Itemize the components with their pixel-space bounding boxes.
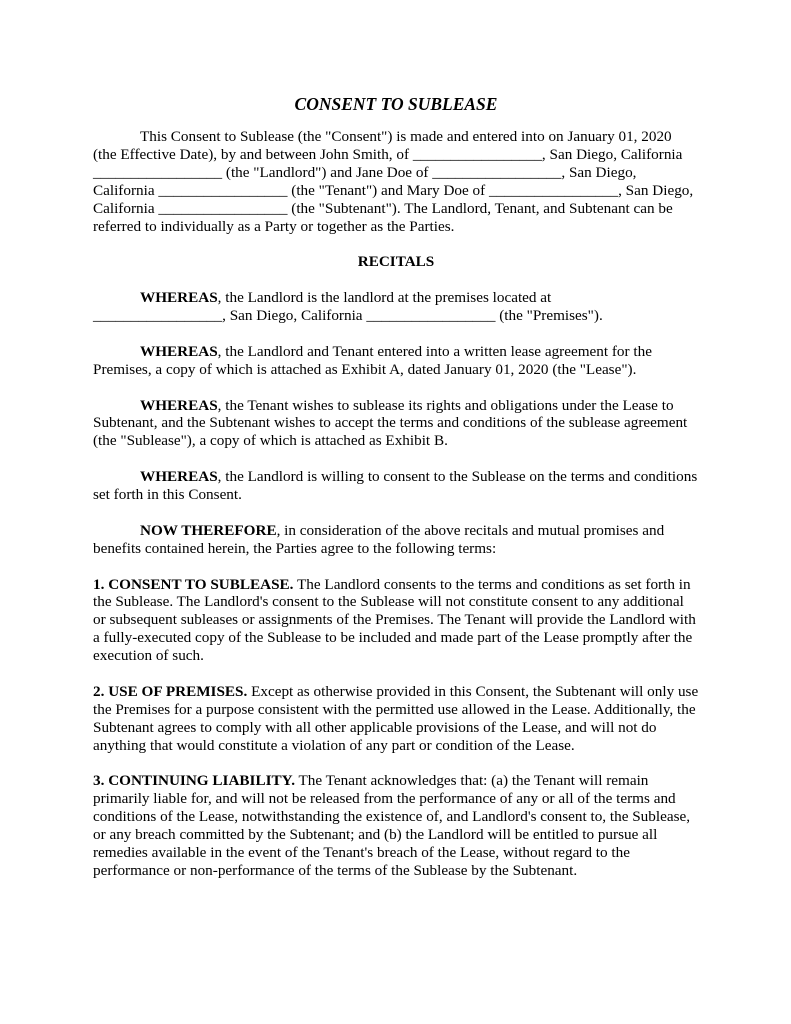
recital-4-text: , the Landlord is willing to consent to the Sublease on the terms and conditions set forth in this Consent. [93,468,698,504]
now-therefore-paragraph [93,522,699,558]
section-text: The Landlord consents to the terms and conditions as set forth in the Sublease. The Landlord's consent to the Sublease will not constitute consent to any additional or subsequent subleases or assignments of the Premises. The Tenant will provide the Landlord with a fully-executed copy of the Sublease to be included and made part of the Lease promptly after the execution of such. [93,575,696,665]
whereas-label: WHEREAS [140,396,218,414]
recitals-heading: RECITALS [357,253,435,271]
section-text: The Tenant acknowledges that: (a) the Tenant will remain primarily liable for, and will not be released from the performance of any or all of the terms and conditions of the Lease, notwithstanding the existence of, and Landlord's consent to, the Sublease, or any breach committed by the Subtenant; and (b) the Landlord will be entitled to pursue all remedies available in the event of the Tenant's breach of the Lease, without regard to the performance or non-performance of the terms of the Sublease by the Subtenant. [93,772,691,880]
section-consent-to-sublease [93,576,699,666]
now-therefore-label: NOW THEREFORE [140,521,277,539]
recital-1-line1: , the Landlord is the landlord at the premises located at [217,289,552,307]
recital-2 [93,343,699,379]
now-therefore-text: , in consideration of the above recitals and mutual promises and benefits contained herein, the Parties agree to the following terms: [93,521,665,557]
recital-4 [93,468,699,504]
recital-1 [93,289,699,325]
intro-paragraph: This Consent to Sublease (the "Consent") is made and entered into on January 01, 2020 (the Effective Date), by and between John Smith, of _________________, San Diego, California _________________ (the "Landlord") and Jane Doe of _________________, San Diego, California _________________ (the "Tenant") and Mary Doe of _________________, San Diego, California _________________ (the "Subtenant"). The Landlord, Tenant, and Subtenant can be referred to individually as a Party or together as the Parties. [93,128,694,235]
document-title: CONSENT TO SUBLEASE [294,94,498,114]
whereas-label: WHEREAS [140,468,218,486]
recital-1-line2: _________________, San Diego, California _________________ (the "Premises"). [93,307,603,325]
section-use-of-premises [93,683,699,755]
whereas-label: WHEREAS [140,289,218,307]
whereas-label: WHEREAS [140,342,218,360]
recital-2-text: , the Landlord and Tenant entered into a written lease agreement for the Premises, a copy of which is attached as Exhibit A, dated January 01, 2020 (the "Lease"). [93,342,652,378]
section-text: Except as otherwise provided in this Consent, the Subtenant will only use the Premises for a purpose consistent with the permitted use allowed in the Lease. Additionally, the Subtenant agrees to comply with all other applicable provisions of the Lease, and will not do anything that would constitute a violation of any part or condition of the Lease. [93,682,699,754]
recital-3 [93,397,699,451]
section-heading: 3. CONTINUING LIABILITY. [93,772,295,790]
recital-3-text: , the Tenant wishes to sublease its rights and obligations under the Lease to Subtenant, and the Subtenant wishes to accept the terms and conditions of the sublease agreement (the "Sublease"), a copy of which is attached as Exhibit B. [93,396,688,450]
section-heading: 1. CONSENT TO SUBLEASE. [93,575,294,593]
document-page [93,94,699,898]
section-continuing-liability [93,772,699,879]
section-heading: 2. USE OF PREMISES. [93,682,248,700]
